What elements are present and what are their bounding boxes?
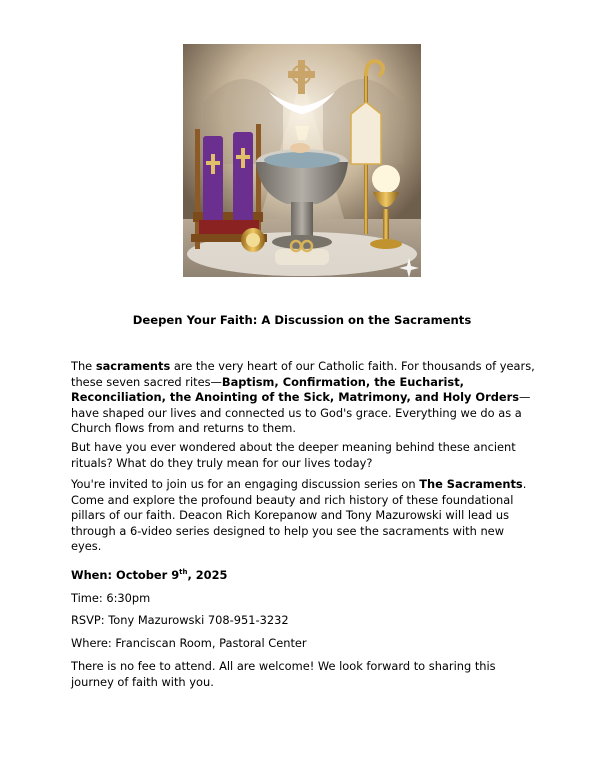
event-location: Where: Franciscan Room, Pastoral Center [71,636,307,650]
invitation-paragraph: You're invited to join us for an engaging discussion series on The Sacraments. Come and explore the profound beauty and rich history of these foundational pillars of our faith. Deacon Rich Korepanow and Tony Mazurowski will lead us through a 6-video series designed to help you see the sacraments with new eyes. [71,477,527,553]
question-paragraph: But have you ever wondered about the deeper meaning behind these ancient rituals? What do they truly mean for our lives today? [71,440,516,470]
sacraments-emphasis: sacraments [95,359,171,373]
sacraments-list: Baptism, Confirmation, the Eucharist, Reconciliation, the Anointing of the Sick, Matrimony, and Holy Orders [71,374,519,404]
intro-paragraph: The sacraments are the very heart of our Catholic faith. For thousands of years, these seven sacred rites—Baptism, Confirmation, the Eucharist, Reconciliation, the Anointing of the Sick, Matrimony, and Holy Orders—have shaped our lives and connected us to God's grace. Everything we do as a Church flows from and returns to them. [71,359,535,435]
event-rsvp: RSVP: Tony Mazurowski 708-951-3232 [71,613,289,627]
closing-paragraph: There is no fee to attend. All are welcome! We look forward to sharing this journey of faith with you. [71,659,496,689]
event-time: Time: 6:30pm [71,591,151,605]
sacraments-illustration [183,44,421,277]
event-date: When: October 9th, 2025 [71,568,228,582]
flyer-title: Deepen Your Faith: A Discussion on the Sacraments [132,313,472,327]
series-name: The Sacraments [419,477,523,491]
